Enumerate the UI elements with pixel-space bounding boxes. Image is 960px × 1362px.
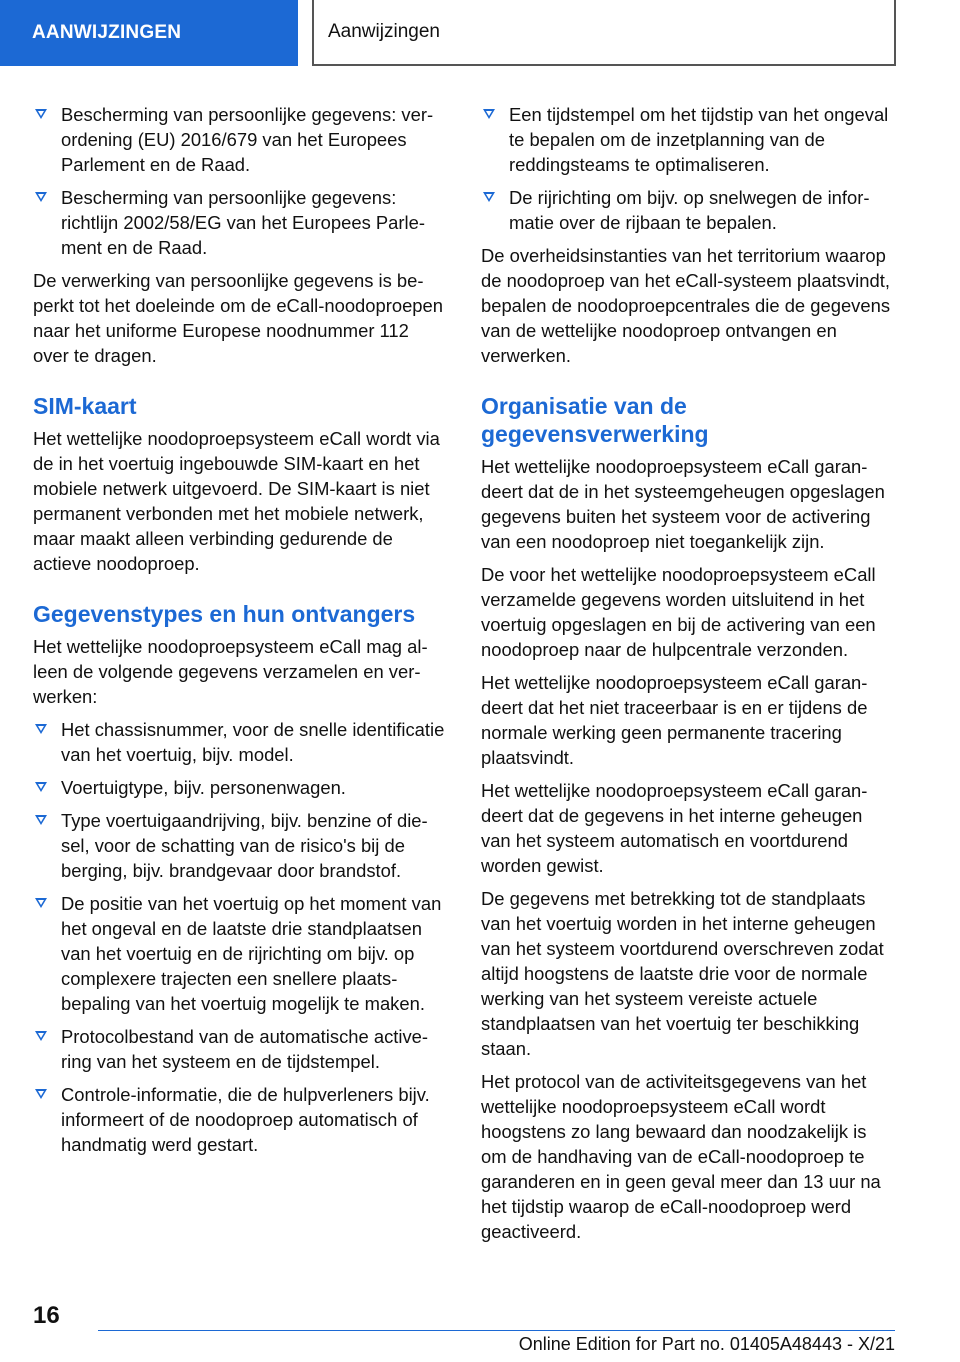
triangle-bullet-icon [483,109,495,119]
footer-edition: Online Edition for Part no. 01405A48443 - X/21 [518,1334,895,1354]
triangle-bullet-icon [35,109,47,119]
list-item: Voertuigtype, bijv. personenwagen. [33,775,449,800]
left-column [33,102,449,1165]
triangle-bullet-icon [35,1031,47,1041]
list-item: Controle-informatie, die de hulpverleners bijv. informeert of de noodoproep automatisch of handmatig werd gestart. [33,1082,449,1157]
section-heading: Gegevenstypes en hun ontvangers [33,601,416,627]
paragraph: De verwerking van persoonlijke gegevens is beperkt tot het doeleinde om de eCall-noodoproepen naar het uniforme Europese noodnummer 112 over te dragen. [33,270,443,366]
paragraph: De gegevens met betrekking tot de standplaats van het voertuig worden in het interne geheugen van het systeem voortdurend overschreven zodat altijd hoogstens de laatste drie voor de normale werking van het systeem vereiste actuele standplaatsen van het voertuig ter beschikking staan. [481,888,884,1059]
triangle-bullet-icon [35,724,47,734]
paragraph: De overheidsinstanties van het territorium waarop de noodoproep van het eCall-systeem plaatsvindt, bepalen de noodoproepcentrales die de gegevens van de wettelijke noodoproep ontvangen en verwerken. [481,245,891,366]
triangle-bullet-icon [35,192,47,202]
list-item: Het chassisnummer, voor de snelle identificatie van het voertuig, bijv. model. [33,717,449,767]
footer-divider [98,1330,895,1331]
list-item: De rijrichting om bijv. op snelwegen de informatie over de rijbaan te bepalen. [481,185,895,235]
list-item: Bescherming van persoonlijke gegevens: verordening (EU) 2016/679 van het Europees Parlement en de Raad. [33,102,449,177]
triangle-bullet-icon [35,815,47,825]
paragraph: De voor het wettelijke noodoproepsysteem eCall verzamelde gegevens worden uitsluitend in het voertuig opgeslagen en bij de activering van een noodoproep naar de hulpcentrale verzonden. [481,564,876,660]
right-column [481,102,895,1252]
page-title: Aanwijzingen [312,0,896,66]
triangle-bullet-icon [35,782,47,792]
paragraph: Het wettelijke noodoproepsysteem eCall mag alleen de volgende gegevens verzamelen en verwerken: [33,636,428,707]
list-item: Bescherming van persoonlijke gegevens: richtlijn 2002/58/EG van het Europees Parlement en de Raad. [33,185,449,260]
paragraph: Het wettelijke noodoproepsysteem eCall garandeert dat het niet traceerbaar is en er tijdens de normale werking geen permanente tracering plaatsvindt. [481,672,868,768]
list-item: De positie van het voertuig op het moment van het ongeval en de laatste drie standplaatsen van het voertuig en de rijrichting om bijv. op complexere trajecten een snellere plaatsbepaling van het voertuig mogelijk te maken. [33,891,449,1016]
paragraph: Het protocol van de activiteitsgegevens van het wettelijke noodoproepsysteem eCall wordt hoogstens zo lang bewaard dan noodzakelijk is om de handhaving van de eCall-noodoproep te garanderen en in geen geval meer dan 13 uur na het tijdstip waarop de eCall-noodoproep werd geactiveerd. [481,1071,881,1242]
triangle-bullet-icon [35,898,47,908]
list-item: Type voertuigaandrijving, bijv. benzine of diesel, voor de schatting van de risico's bij de berging, bijv. brandgevaar door brandstof. [33,808,449,883]
paragraph: Het wettelijke noodoproepsysteem eCall garandeert dat de gegevens in het interne geheugen van het systeem automatisch en voortdurend worden gewist. [481,780,868,876]
paragraph: Het wettelijke noodoproepsysteem eCall garandeert dat de in het systeemgeheugen opgeslagen gegevens buiten het systeem voor de activering van een noodoproep niet toegankelijk zijn. [481,456,885,552]
triangle-bullet-icon [35,1089,47,1099]
triangle-bullet-icon [483,192,495,202]
section-heading: SIM-kaart [33,393,137,419]
paragraph: Het wettelijke noodoproepsysteem eCall wordt via de in het voertuig ingebouwde SIM-kaart en het mobiele netwerk uitgevoerd. De SIM-kaart is niet permanent verbonden met het mobiele netwerk, maar maakt alleen verbinding gedurende de actieve noodoproep. [33,428,440,574]
list-item: Protocolbestand van de automatische activering van het systeem en de tijdstempel. [33,1024,449,1074]
section-tab: AANWIJZINGEN [0,0,298,66]
page-number: 16 [33,1302,60,1329]
list-item: Een tijdstempel om het tijdstip van het ongeval te bepalen om de inzetplanning van de reddingsteams te optimaliseren. [481,102,895,177]
section-heading: Organisatie van de gegevensverwerking [481,393,709,447]
